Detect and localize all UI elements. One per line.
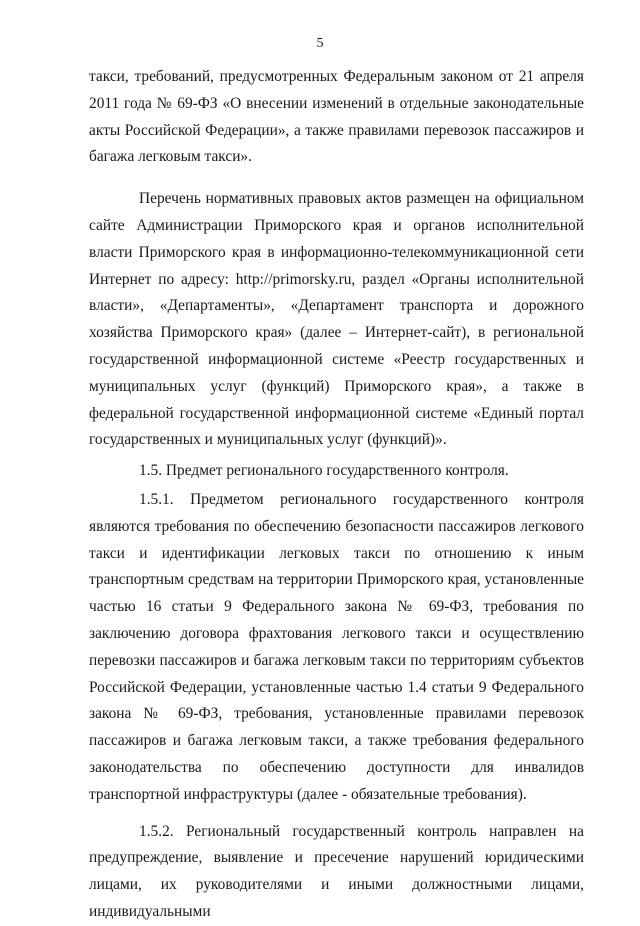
section-heading-1-5: 1.5. Предмет регионального государственного контроля. (139, 462, 509, 480)
paragraph-legal-acts-list: Перечень нормативных правовых актов размещен на официальном сайте Администрации Приморского края и органов исполнительной власти Приморского края в информационно-телекоммуникационной сети Интернет по адресу: http://primorsky.ru, раздел «Органы исполнительной власти», «Департаменты», «Департамент транспорта и дорожного хозяйства Приморского края» (далее – Интернет-сайт), в региональной государственной информационной системе «Реестр государственных и муниципальных услуг (функций) Приморского края», а также в федеральной государственной информационной системе «Единый портал государственных и муниципальных услуг (функций)». (89, 190, 584, 449)
paragraph-1-5-2: 1.5.2. Региональный государственный контроль направлен на предупреждение, выявление и пресечение нарушений юридическими лицами, их руководителями и иными должностными лицами, индивидуальными (89, 822, 584, 920)
document-body (89, 64, 584, 926)
page-number: 5 (316, 36, 324, 51)
paragraph-continuation: такси, требований, предусмотренных Федеральным законом от 21 апреля 2011 года № 69-ФЗ «О внесении изменений в отдельные законодательные акты Российской Федерации», а также правилами перевозок пассажиров и багажа легковым такси». (89, 68, 584, 166)
paragraph-1-5-1: 1.5.1. Предметом регионального государственного контроля являются требования по обеспечению безопасности пассажиров легкового такси и идентификации легковых такси по отношению к иным транспортным средствам на территории Приморского края, установленные частью 16 статьи 9 Федерального закона № 69-ФЗ, требования по заключению договора фрахтования легкового такси и осуществлению перевозки пассажиров и багажа легковым такси по территориям субъектов Российской Федерации, установленные частью 1.4 статьи 9 Федерального закона № 69-ФЗ, требования, установленные правилами перевозок пассажиров и багажа легковым такси, а также требования федерального законодательства по обеспечению доступности для инвалидов транспортной инфраструктуры (далее - обязательные требования). (89, 490, 584, 803)
